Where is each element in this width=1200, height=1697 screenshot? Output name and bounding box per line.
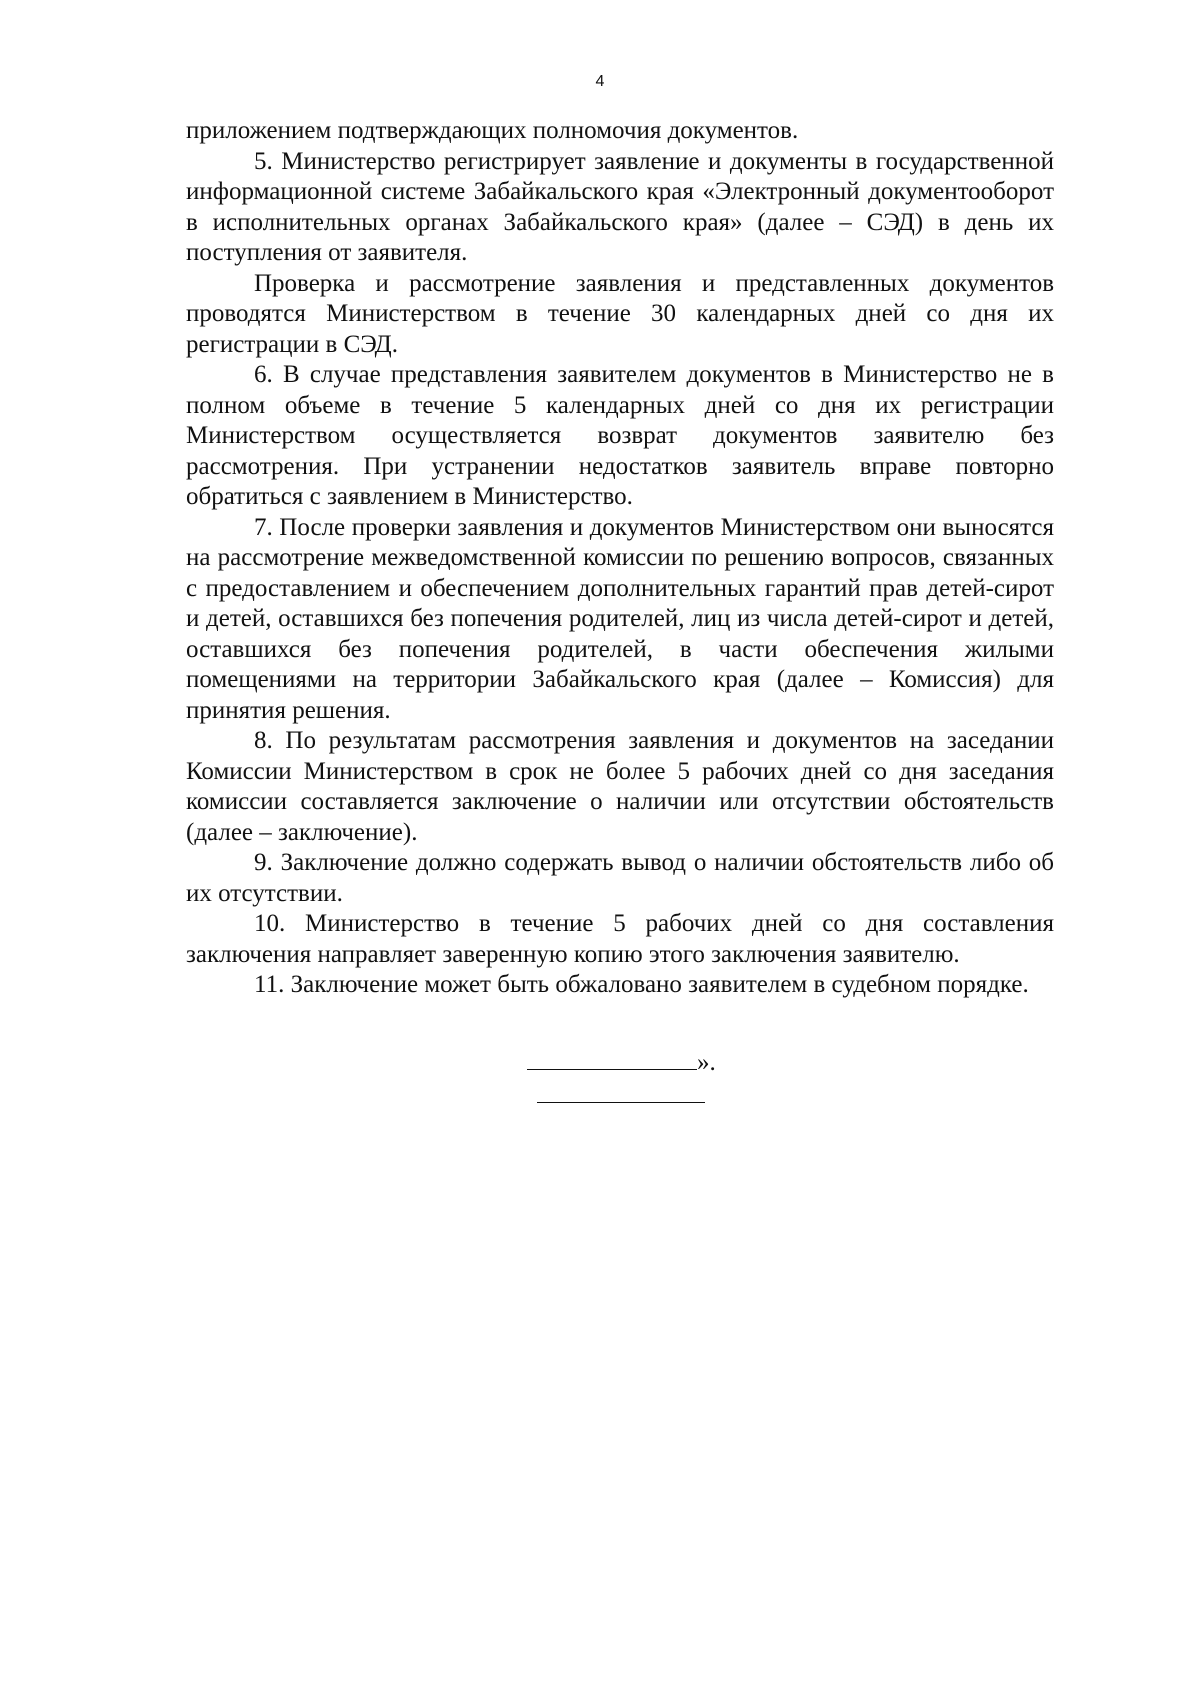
paragraph-continuation: приложением подтверждающих полномочия документов. [186, 117, 799, 144]
paragraph-item-9: 9. Заключение должно содержать вывод о наличии обстоятельств либо об их отсутствии. [186, 849, 1054, 907]
paragraph-item-10: 10. Министерство в течение 5 рабочих дней со дня составления заключения направляет заверенную копию этого заключения заявителю. [186, 910, 1054, 968]
end-of-document-rule [537, 1102, 705, 1103]
closing-quote-mark: ». [697, 1049, 716, 1076]
paragraph-item-5: 5. Министерство регистрирует заявление и документы в государственной информационной системе Забайкальского края «Электронный документооборот в исполнительных органах Забайкальского края» (далее – СЭД) в день их поступления от заявителя. [186, 147, 1054, 266]
paragraph-item-8: 8. По результатам рассмотрения заявления и документов на заседании Комиссии Министерством в срок не более 5 рабочих дней со дня заседания комиссии составляется заключение о наличии или отсутствии обстоятельств (далее – заключение). [186, 727, 1054, 846]
closing-line [527, 1048, 716, 1078]
closing-underline [527, 1068, 697, 1070]
page-number: 4 [595, 73, 605, 90]
paragraph-item-11: 11. Заключение может быть обжаловано заявителем в судебном порядке. [254, 971, 1029, 998]
paragraph-review: Проверка и рассмотрение заявления и представленных документов проводятся Министерством в течение 30 календарных дней со дня их регистрации в СЭД. [186, 269, 1054, 358]
paragraph-item-7: 7. После проверки заявления и документов Министерством они выносятся на рассмотрение межведомственной комиссии по решению вопросов, связанных с предоставлением и обеспечением дополнительных гарантий прав детей-сирот и детей, оставшихся без попечения родителей, лиц из числа детей-сирот и детей, оставшихся без попечения родителей, в части обеспечения жилыми помещениями на территории Забайкальского края (далее – Комиссия) для принятия решения. [186, 513, 1054, 724]
document-body [186, 116, 1054, 1001]
paragraph-item-6: 6. В случае представления заявителем документов в Министерство не в полном объеме в течение 5 календарных дней со дня их регистрации Министерством осуществляется возврат документов заявителю без рассмотрения. При устранении недостатков заявитель вправе повторно обратиться с заявлением в Министерство. [186, 361, 1054, 510]
